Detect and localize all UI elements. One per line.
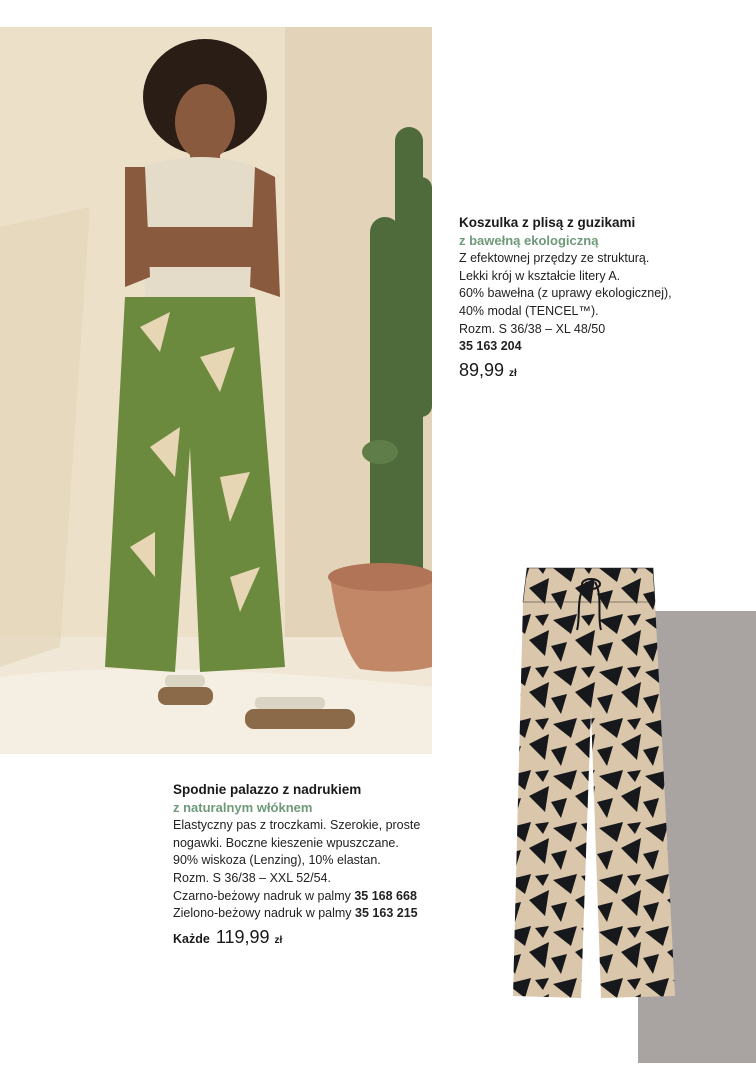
variant-code: 35 168 668 [354, 888, 417, 903]
description-line: 60% bawełna (z uprawy ekologicznej), [459, 286, 672, 301]
price-row [173, 926, 473, 950]
price-currency: zł [509, 367, 517, 379]
description-line: Elastyczny pas z troczkami. Szerokie, proste [173, 818, 421, 833]
variant-black-beige [173, 888, 473, 906]
product-title: Koszulka z plisą z guzikami [459, 215, 636, 230]
variant-green-beige [173, 905, 473, 923]
product-bottom-info [173, 781, 473, 949]
model-photo [0, 27, 432, 754]
variant-code: 35 163 215 [355, 906, 418, 921]
product-subtitle: z naturalnym włóknem [173, 799, 313, 815]
description-line: Z efektownej przędzy ze strukturą. [459, 251, 650, 266]
description-line: nogawki. Boczne kieszenie wpuszczane. [173, 835, 399, 850]
description-line: 40% modal (TENCEL™). [459, 303, 599, 318]
price-currency: zł [274, 934, 283, 946]
price-value: 89,99 [459, 359, 505, 380]
pants-product-image [505, 560, 675, 1000]
size-range: Rozm. S 36/38 – XL 48/50 [459, 321, 606, 336]
product-code: 35 163 204 [459, 339, 522, 354]
price-value: 119,99 [215, 926, 270, 947]
size-range: Rozm. S 36/38 – XXL 52/54. [173, 870, 331, 885]
product-top-info [459, 214, 749, 382]
variant-label: Zielono-beżowy nadruk w palmy [173, 906, 352, 921]
product-title: Spodnie palazzo z nadrukiem [173, 782, 362, 797]
description-line: Lekki krój w kształcie litery A. [459, 268, 621, 283]
description-line: 90% wiskoza (Lenzing), 10% elastan. [173, 853, 381, 868]
price-row [459, 359, 749, 383]
product-subtitle: z bawełną ekologiczną [459, 232, 599, 248]
price-prefix: Każde [173, 931, 210, 946]
variant-label: Czarno-beżowy nadruk w palmy [173, 888, 351, 903]
